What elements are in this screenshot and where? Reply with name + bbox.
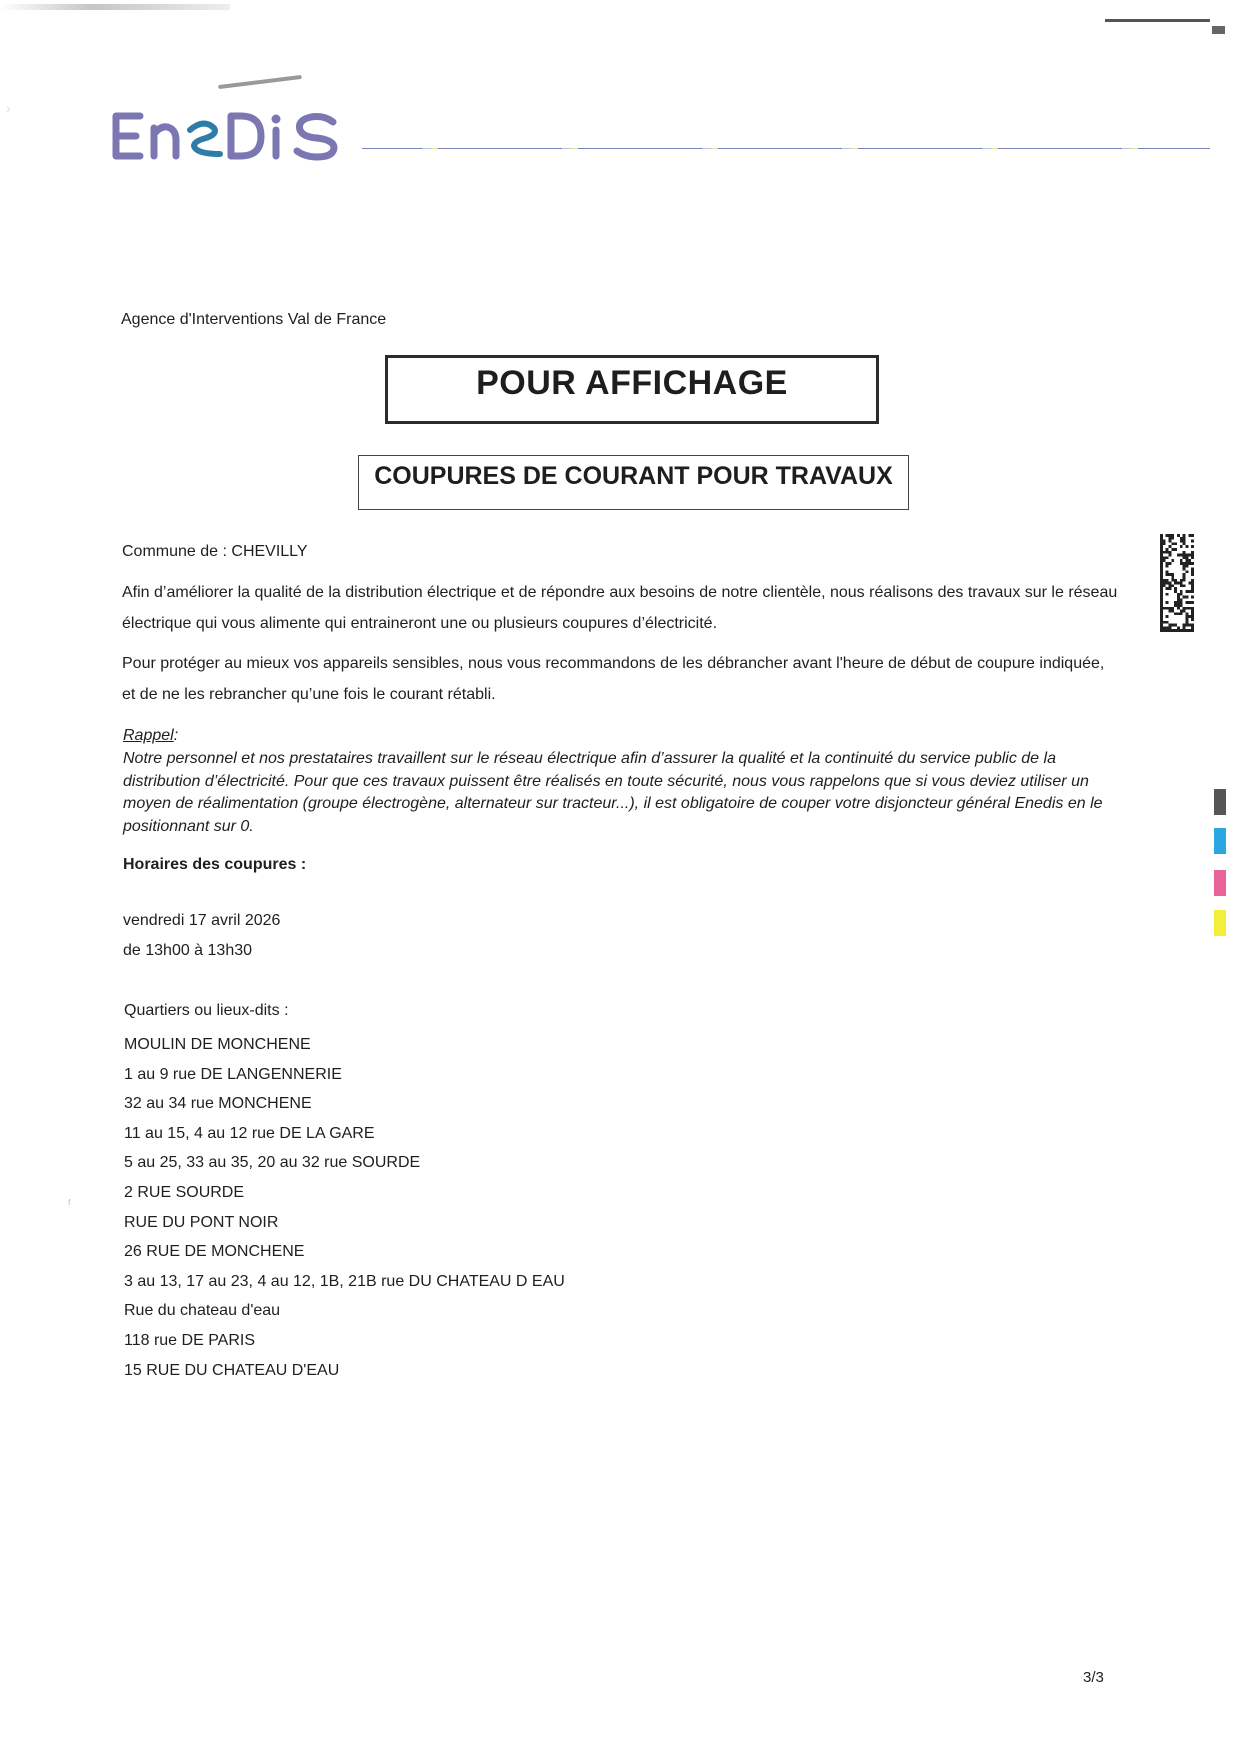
datamatrix-module (1160, 598, 1163, 601)
scan-artifact-top-right (1105, 19, 1210, 22)
datamatrix-module (1166, 593, 1169, 596)
datamatrix-module (1188, 601, 1191, 604)
location-item: 26 RUE DE MONCHENE (124, 1243, 305, 1261)
datamatrix-module (1163, 607, 1166, 610)
datamatrix-module (1183, 584, 1186, 587)
datamatrix-module (1180, 540, 1183, 543)
datamatrix-module (1188, 554, 1191, 557)
datamatrix-module (1160, 604, 1163, 607)
datamatrix-module (1183, 537, 1186, 540)
datamatrix-module (1166, 534, 1169, 537)
datamatrix-module (1171, 534, 1174, 537)
datamatrix-module (1166, 626, 1169, 629)
datamatrix-module (1174, 629, 1177, 632)
datamatrix-module (1177, 601, 1180, 604)
datamatrix-module (1163, 540, 1166, 543)
datamatrix-module (1166, 551, 1169, 554)
datamatrix-module (1171, 610, 1174, 613)
datamatrix-module (1160, 542, 1163, 545)
datamatrix-module (1174, 542, 1177, 545)
datamatrix-module (1183, 624, 1186, 627)
datamatrix-module (1183, 534, 1186, 537)
datamatrix-module (1160, 618, 1163, 621)
datamatrix-module (1191, 587, 1194, 590)
datamatrix-module (1191, 540, 1194, 543)
datamatrix-module (1191, 562, 1194, 565)
datamatrix-module (1191, 570, 1194, 573)
datamatrix-module (1177, 604, 1180, 607)
datamatrix-module (1183, 573, 1186, 576)
datamatrix-module (1166, 579, 1169, 582)
datamatrix-module (1177, 534, 1180, 537)
datamatrix-module (1171, 537, 1174, 540)
header-rule (362, 148, 1210, 149)
datamatrix-module (1169, 573, 1172, 576)
datamatrix-module (1186, 607, 1189, 610)
datamatrix-module (1186, 624, 1189, 627)
location-item: 3 au 13, 17 au 23, 4 au 12, 1B, 21B rue DU CHATEAU D EAU (124, 1272, 565, 1290)
datamatrix-module (1171, 542, 1174, 545)
datamatrix-module (1171, 576, 1174, 579)
datamatrix-module (1183, 610, 1186, 613)
datamatrix-module (1160, 551, 1163, 554)
datamatrix-module (1169, 562, 1172, 565)
datamatrix-module (1180, 559, 1183, 562)
datamatrix-module (1160, 570, 1163, 573)
scan-artifact-top-left (0, 4, 230, 10)
location-item: MOULIN DE MONCHENE (124, 1036, 311, 1053)
print-mark-yellow (1214, 910, 1226, 936)
datamatrix-module (1174, 604, 1177, 607)
location-item: 15 RUE DU CHATEAU D'EAU (124, 1361, 340, 1379)
datamatrix-module (1180, 554, 1183, 557)
datamatrix-module (1169, 626, 1172, 629)
datamatrix-module (1169, 587, 1172, 590)
datamatrix-module (1169, 629, 1172, 632)
datamatrix-module (1186, 629, 1189, 632)
datamatrix-module (1191, 554, 1194, 557)
datamatrix-module (1163, 584, 1166, 587)
datamatrix-module (1174, 612, 1177, 615)
scan-artifact-corner (1212, 26, 1225, 34)
datamatrix-module (1171, 559, 1174, 562)
datamatrix-module (1160, 576, 1163, 579)
datamatrix-module (1186, 570, 1189, 573)
datamatrix-module (1180, 604, 1183, 607)
datamatrix-module (1191, 610, 1194, 613)
locations-list (124, 1030, 565, 1385)
datamatrix-module (1186, 565, 1189, 568)
datamatrix-module (1180, 598, 1183, 601)
outage-date: vendredi 17 avril 2026 (123, 912, 281, 929)
datamatrix-module (1160, 624, 1163, 627)
datamatrix-module (1191, 551, 1194, 554)
location-item: 11 au 15, 4 au 12 rue DE LA GARE (124, 1124, 375, 1142)
datamatrix-module (1160, 607, 1163, 610)
datamatrix-module (1163, 551, 1166, 554)
datamatrix-module (1183, 565, 1186, 568)
datamatrix-module (1186, 618, 1189, 621)
datamatrix-code (1160, 534, 1194, 632)
datamatrix-module (1166, 556, 1169, 559)
logo-stroke (218, 75, 302, 89)
datamatrix-module (1177, 598, 1180, 601)
datamatrix-module (1191, 584, 1194, 587)
location-item: 118 rue DE PARIS (124, 1331, 256, 1349)
datamatrix-module (1180, 612, 1183, 615)
datamatrix-module (1169, 551, 1172, 554)
datamatrix-module (1171, 584, 1174, 587)
outage-time: de 13h00 à 13h30 (123, 942, 253, 959)
rappel-heading (123, 727, 178, 745)
location-item: 2 RUE SOURDE (124, 1183, 245, 1201)
datamatrix-module (1160, 596, 1163, 599)
datamatrix-module (1180, 579, 1183, 582)
datamatrix-module (1166, 548, 1169, 551)
datamatrix-module (1163, 629, 1166, 632)
datamatrix-module (1171, 573, 1174, 576)
datamatrix-module (1183, 551, 1186, 554)
datamatrix-module (1183, 576, 1186, 579)
datamatrix-module (1160, 568, 1163, 571)
rappel-label: Rappel (123, 727, 174, 744)
location-item: 32 au 34 rue MONCHENE (124, 1095, 312, 1113)
datamatrix-module (1186, 612, 1189, 615)
datamatrix-module (1177, 626, 1180, 629)
datamatrix-module (1183, 596, 1186, 599)
page-number: 3/3 (1083, 1669, 1104, 1686)
page-title: POUR AFFICHAGE (476, 364, 788, 402)
datamatrix-module (1174, 590, 1177, 593)
datamatrix-module (1169, 537, 1172, 540)
datamatrix-module (1191, 624, 1194, 627)
datamatrix-module (1160, 587, 1163, 590)
datamatrix-module (1160, 582, 1163, 585)
rappel-text: Notre personnel et nos prestataires travaillent sur le réseau électrique afin d’assurer la qualité et la continuité du service public de la distribution d’électricité. Pour que ces travaux puissent être réalisés en toute sécurité, nous vous rappelons que si vous deviez utiliser un moyen de réalimentation (groupe électrogène, alternateur sur tracteur...), il est obligatoire de couper votre disjoncteur général Enedis en le positionnant sur 0. (123, 750, 1103, 835)
datamatrix-module (1180, 610, 1183, 613)
datamatrix-module (1191, 568, 1194, 571)
datamatrix-module (1160, 573, 1163, 576)
datamatrix-module (1160, 565, 1163, 568)
scan-artifact-margin: ᶠ (68, 1197, 71, 1211)
datamatrix-module (1166, 601, 1169, 604)
datamatrix-module (1183, 562, 1186, 565)
datamatrix-module (1183, 626, 1186, 629)
location-item: RUE DU PONT NOIR (124, 1213, 279, 1231)
datamatrix-module (1191, 596, 1194, 599)
datamatrix-module (1169, 545, 1172, 548)
datamatrix-module (1163, 579, 1166, 582)
datamatrix-module (1171, 579, 1174, 582)
datamatrix-module (1191, 615, 1194, 618)
datamatrix-module (1160, 554, 1163, 557)
datamatrix-module (1160, 545, 1163, 548)
datamatrix-module (1160, 556, 1163, 559)
datamatrix-module (1180, 562, 1183, 565)
schedule-heading: Horaires des coupures : (123, 856, 307, 873)
scan-artifact-left: › (6, 100, 11, 116)
datamatrix-module (1186, 562, 1189, 565)
datamatrix-module (1160, 562, 1163, 565)
datamatrix-module (1177, 554, 1180, 557)
datamatrix-module (1191, 590, 1194, 593)
datamatrix-module (1186, 545, 1189, 548)
datamatrix-module (1166, 607, 1169, 610)
datamatrix-module (1183, 607, 1186, 610)
datamatrix-module (1177, 582, 1180, 585)
datamatrix-module (1188, 607, 1191, 610)
datamatrix-module (1166, 587, 1169, 590)
datamatrix-module (1186, 554, 1189, 557)
datamatrix-module (1180, 584, 1183, 587)
datamatrix-module (1180, 537, 1183, 540)
datamatrix-module (1186, 621, 1189, 624)
datamatrix-module (1169, 610, 1172, 613)
datamatrix-module (1169, 540, 1172, 543)
enedis-logo (110, 110, 345, 162)
datamatrix-module (1169, 582, 1172, 585)
datamatrix-module (1166, 565, 1169, 568)
datamatrix-module (1183, 556, 1186, 559)
datamatrix-module (1174, 582, 1177, 585)
datamatrix-module (1166, 629, 1169, 632)
datamatrix-module (1166, 573, 1169, 576)
datamatrix-module (1180, 545, 1183, 548)
datamatrix-module (1177, 607, 1180, 610)
datamatrix-module (1160, 579, 1163, 582)
datamatrix-module (1163, 559, 1166, 562)
datamatrix-module (1169, 534, 1172, 537)
rappel-suffix: : (173, 727, 179, 744)
datamatrix-module (1163, 582, 1166, 585)
datamatrix-module (1177, 629, 1180, 632)
datamatrix-module (1186, 601, 1189, 604)
datamatrix-module (1163, 621, 1166, 624)
datamatrix-module (1169, 607, 1172, 610)
datamatrix-module (1166, 621, 1169, 624)
datamatrix-module (1171, 629, 1174, 632)
datamatrix-module (1188, 629, 1191, 632)
datamatrix-module (1169, 624, 1172, 627)
datamatrix-module (1191, 545, 1194, 548)
datamatrix-module (1191, 607, 1194, 610)
datamatrix-module (1163, 542, 1166, 545)
datamatrix-module (1177, 612, 1180, 615)
datamatrix-module (1188, 582, 1191, 585)
datamatrix-module (1191, 618, 1194, 621)
datamatrix-module (1183, 629, 1186, 632)
datamatrix-module (1191, 579, 1194, 582)
datamatrix-module (1160, 584, 1163, 587)
datamatrix-module (1188, 562, 1191, 565)
datamatrix-module (1183, 540, 1186, 543)
datamatrix-module (1177, 596, 1180, 599)
datamatrix-module (1160, 559, 1163, 562)
datamatrix-module (1183, 554, 1186, 557)
datamatrix-module (1186, 556, 1189, 559)
location-item: 1 au 9 rue DE LANGENNERIE (124, 1065, 342, 1083)
datamatrix-module (1174, 601, 1177, 604)
datamatrix-module (1180, 601, 1183, 604)
print-mark-cyan (1214, 828, 1226, 854)
datamatrix-module (1163, 556, 1166, 559)
datamatrix-module (1183, 568, 1186, 571)
datamatrix-module (1180, 629, 1183, 632)
location-item: 5 au 25, 33 au 35, 20 au 32 rue SOURDE (124, 1154, 421, 1172)
datamatrix-module (1169, 584, 1172, 587)
datamatrix-module (1171, 548, 1174, 551)
datamatrix-module (1171, 607, 1174, 610)
advice-paragraph: Pour protéger au mieux vos appareils sensibles, nous vous recommandons de les débrancher avant l'heure de début de coupure indiquée, et de ne les rebrancher qu’une fois le courant rétabli. (122, 655, 1105, 703)
datamatrix-module (1188, 590, 1191, 593)
datamatrix-module (1160, 612, 1163, 615)
datamatrix-module (1160, 629, 1163, 632)
datamatrix-module (1163, 626, 1166, 629)
datamatrix-module (1188, 559, 1191, 562)
datamatrix-module (1191, 601, 1194, 604)
datamatrix-module (1186, 615, 1189, 618)
datamatrix-module (1171, 624, 1174, 627)
print-mark-magenta (1214, 870, 1226, 896)
location-item: Rue du chateau d'eau (124, 1302, 281, 1320)
locations-heading: Quartiers ou lieux-dits : (124, 1002, 289, 1019)
datamatrix-module (1191, 534, 1194, 537)
datamatrix-module (1160, 626, 1163, 629)
datamatrix-module (1160, 610, 1163, 613)
datamatrix-module (1191, 629, 1194, 632)
datamatrix-module (1160, 615, 1163, 618)
datamatrix-module (1180, 582, 1183, 585)
datamatrix-module (1166, 615, 1169, 618)
datamatrix-module (1166, 570, 1169, 573)
datamatrix-module (1188, 534, 1191, 537)
datamatrix-module (1174, 587, 1177, 590)
datamatrix-module (1160, 601, 1163, 604)
datamatrix-module (1191, 573, 1194, 576)
datamatrix-module (1174, 548, 1177, 551)
datamatrix-module (1191, 626, 1194, 629)
datamatrix-module (1169, 554, 1172, 557)
datamatrix-module (1186, 596, 1189, 599)
datamatrix-module (1160, 548, 1163, 551)
datamatrix-module (1191, 612, 1194, 615)
datamatrix-module (1160, 534, 1163, 537)
agency-name: Agence d'Interventions Val de France (121, 311, 387, 328)
intro-paragraph: Afin d’améliorer la qualité de la distribution électrique et de répondre aux besoins de notre clientèle, nous réalisons des travaux sur le réseau électrique qui vous alimente qui entraineront une ou plusieurs coupures d’électricité. (122, 584, 1118, 632)
datamatrix-module (1183, 579, 1186, 582)
datamatrix-module (1160, 537, 1163, 540)
datamatrix-module (1191, 582, 1194, 585)
datamatrix-module (1160, 593, 1163, 596)
datamatrix-module (1160, 590, 1163, 593)
datamatrix-module (1188, 615, 1191, 618)
commune-line: Commune de : CHEVILLY (122, 543, 308, 560)
print-mark-gray (1214, 789, 1226, 815)
datamatrix-module (1166, 562, 1169, 565)
datamatrix-module (1174, 579, 1177, 582)
datamatrix-module (1183, 542, 1186, 545)
datamatrix-module (1186, 590, 1189, 593)
datamatrix-module (1160, 621, 1163, 624)
datamatrix-module (1160, 540, 1163, 543)
datamatrix-module (1191, 556, 1194, 559)
datamatrix-module (1166, 582, 1169, 585)
page-subtitle: COUPURES DE COURANT POUR TRAVAUX (374, 462, 893, 490)
datamatrix-module (1174, 624, 1177, 627)
datamatrix-module (1180, 590, 1183, 593)
datamatrix-module (1186, 559, 1189, 562)
datamatrix-module (1180, 593, 1183, 596)
datamatrix-module (1177, 593, 1180, 596)
datamatrix-module (1188, 624, 1191, 627)
